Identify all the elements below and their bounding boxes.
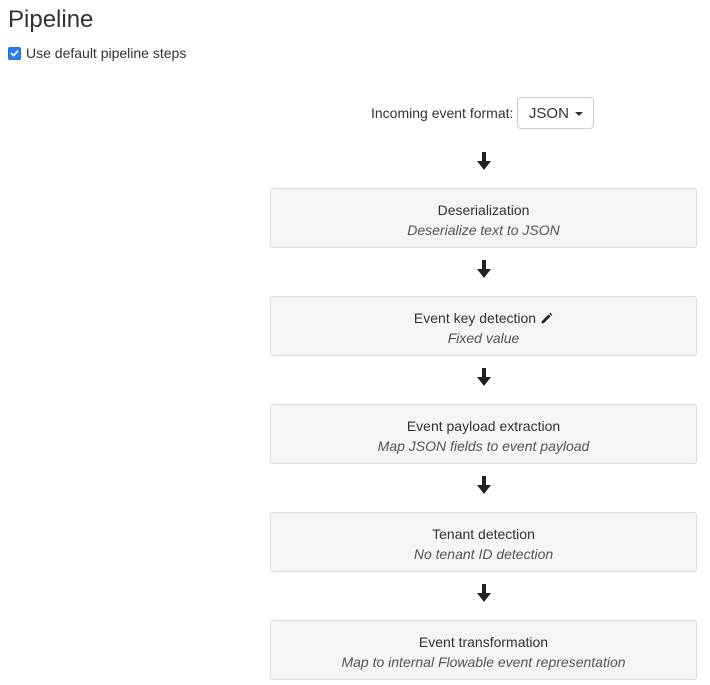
step-subtitle: Deserialize text to JSON (407, 222, 560, 238)
incoming-format-dropdown[interactable] (517, 97, 594, 129)
step-subtitle: Map to internal Flowable event representation (341, 654, 626, 670)
step-deserialization[interactable] (270, 188, 697, 248)
step-title: Deserialization (437, 202, 530, 218)
step-tenant-detection[interactable] (270, 512, 697, 572)
arrow-down-icon (476, 259, 492, 279)
step-subtitle: Fixed value (447, 330, 520, 346)
checkbox-checked-icon[interactable] (8, 47, 21, 60)
step-event-transformation[interactable] (270, 620, 697, 680)
arrow-down-icon (476, 367, 492, 387)
step-title: Event transformation (418, 634, 549, 650)
use-default-steps-checkbox-row[interactable] (8, 45, 186, 61)
incoming-format-row (371, 96, 594, 130)
step-title: Event key detection (413, 310, 537, 326)
step-title: Event payload extraction (406, 418, 561, 434)
incoming-format-label: Incoming event format: (371, 105, 514, 121)
caret-down-icon (575, 112, 583, 116)
step-title: Tenant detection (432, 526, 535, 542)
use-default-steps-label: Use default pipeline steps (26, 45, 187, 61)
arrow-down-icon (476, 475, 492, 495)
step-subtitle: No tenant ID detection (413, 546, 554, 562)
step-title-row (271, 309, 696, 327)
step-event-payload-extraction[interactable] (270, 404, 697, 464)
arrow-down-icon (476, 583, 492, 603)
step-subtitle: Map JSON fields to event payload (377, 438, 590, 454)
arrow-down-icon (476, 151, 492, 171)
page-title: Pipeline (8, 6, 94, 33)
incoming-format-value: JSON (528, 104, 569, 122)
pencil-icon[interactable] (540, 312, 553, 325)
step-event-key-detection[interactable] (270, 296, 697, 356)
